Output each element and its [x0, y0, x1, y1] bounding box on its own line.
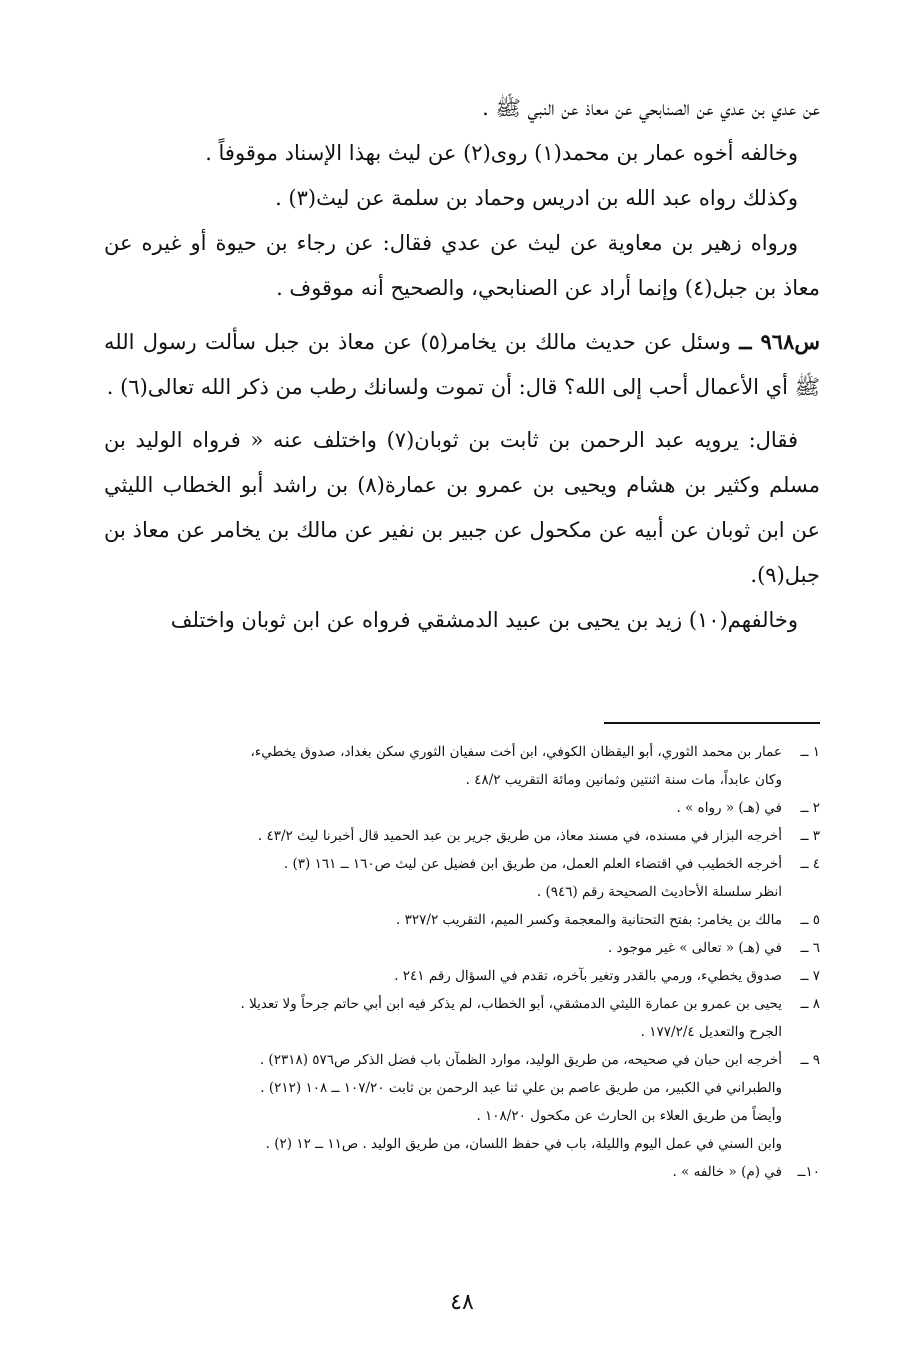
paragraph-text: وخالفه أخوه عمار بن محمد(١) روى(٢) عن ليث بهذا الإسناد موقوفاً .	[205, 141, 798, 165]
footnote-line: أخرجه البزار في مسنده، في مسند معاذ، من طريق جرير بن عبد الحميد قال أخبرنا ليث ٤٣/٢ .	[257, 828, 782, 844]
paragraph	[104, 418, 820, 598]
footnote-number: ٩ ــ	[800, 1052, 820, 1068]
footnote-line: في (م) « خالفه » .	[672, 1164, 782, 1180]
paragraph	[104, 86, 820, 131]
footnote-line: مالك بن يخامر: بفتح التحتانية والمعجمة وكسر الميم، التقريب ٣٢٧/٢ .	[396, 912, 782, 928]
footnote	[104, 1158, 820, 1186]
footnote	[104, 738, 820, 794]
footnote-line: في (هـ) « تعالى » غير موجود .	[607, 940, 782, 956]
footnote-line: وكان عابداً، مات سنة اثنتين وثمانين ومائة التقريب ٤٨/٢ .	[465, 772, 782, 788]
footnote	[104, 990, 820, 1046]
footnote-number: ٥ ــ	[800, 912, 820, 928]
footnote-number: ٨ ــ	[800, 996, 820, 1012]
footnote	[104, 906, 820, 934]
footnote-line: أخرجه الخطيب في اقتضاء العلم العمل، من طريق ابن فضيل عن ليث ص١٦٠ ــ ١٦١ (٣) .	[283, 856, 782, 872]
footnote-number: ٦ ــ	[800, 940, 820, 956]
footnote-line: يحيى بن عمرو بن عمارة الليثي الدمشقي، أبو الخطاب، لم يذكر فيه ابن أبي حاتم جرحاً ولا تعديلا .	[240, 996, 782, 1012]
question-number: س٩٦٨ ــ	[739, 329, 820, 354]
footnote-line: وأيضاً من طريق العلاء بن الحارث عن مكحول ١٠٨/٢٠ .	[476, 1108, 782, 1124]
paragraph	[104, 176, 820, 221]
footnote-line: في (هـ) « رواه » .	[676, 800, 782, 816]
footnote-line: صدوق يخطيء، ورمي بالقدر وتغير بآخره، تقدم في السؤال رقم ٢٤١ .	[394, 968, 782, 984]
paragraph	[104, 221, 820, 311]
paragraph-text: وسئل عن حديث مالك بن يخامر(٥) عن معاذ بن جبل سألت رسول الله ﷺ أي الأعمال أحب إلى الله؟ قال: أن تموت ولسانك رطب من ذكر الله تعالى(٦) .	[104, 330, 820, 399]
footnote	[104, 822, 820, 850]
footnote-number: ٧ ــ	[800, 968, 820, 984]
footnote	[104, 962, 820, 990]
footnote-number: ٤ ــ	[800, 856, 820, 872]
footnote	[104, 1046, 820, 1158]
footnote	[104, 934, 820, 962]
page-number: ٤٨	[450, 1290, 474, 1315]
footnote-number: ١٠ــ	[797, 1164, 820, 1180]
footnote	[104, 850, 820, 906]
footnote-separator	[604, 722, 820, 724]
footnote-number: ١ ــ	[800, 744, 820, 760]
footnote-line: عمار بن محمد الثوري، أبو اليقظان الكوفي، ابن أخت سفيان الثوري سكن بغداد، صدوق يخطيء،	[250, 744, 782, 760]
paragraph-text: وكذلك رواه عبد الله بن ادريس وحماد بن سلمة عن ليث(٣) .	[275, 186, 798, 210]
footnote-line: والطبراني في الكبير، من طريق عاصم بن علي ثنا عبد الرحمن بن ثابت ١٠٧/٢٠ ــ ١٠٨ (٢١٢) .	[260, 1080, 782, 1096]
question-paragraph	[104, 319, 820, 410]
paragraph-text: ورواه زهير بن معاوية عن ليث عن عدي فقال: عن رجاء بن حيوة أو غيره عن معاذ بن جبل(٤) وإنما أراد عن الصنابحي، والصحيح أنه موقوف .	[104, 231, 820, 300]
footnote-line: أخرجه ابن حبان في صحيحه، من طريق الوليد، موارد الظمآن باب فضل الذكر ص٥٧٦ (٢٣١٨) .	[259, 1052, 782, 1068]
footnote-number: ٣ ــ	[800, 828, 820, 844]
footnote	[104, 794, 820, 822]
footnote-number: ٢ ــ	[800, 800, 820, 816]
paragraph-text: وخالفهم(١٠) زيد بن يحيى بن عبيد الدمشقي فرواه عن ابن ثوبان واختلف	[170, 608, 798, 632]
paragraph	[104, 598, 820, 643]
footnote-line: الجرح والتعديل ١٧٧/٢/٤ .	[640, 1024, 782, 1040]
paragraph-text: عن عدي بن عدي عن الصنابحي عن معاذ عن النبي ﷺ .	[482, 96, 820, 120]
footnote-line: وابن السني في عمل اليوم والليلة، باب في حفظ اللسان، من طريق الوليد . ص١١ ــ ١٢ (٢) .	[265, 1136, 782, 1152]
paragraph-text: فقال: يرويه عبد الرحمن بن ثابت بن ثوبان(٧) واختلف عنه « فرواه الوليد بن مسلم وكثير بن هشام ويحيى بن عمرو بن عمارة(٨) بن راشد أبو الخطاب الليثي عن ابن ثوبان عن أبيه عن مكحول عن جبير بن نفير عن مالك بن يخامر عن معاذ بن جبل(٩).	[104, 428, 820, 587]
main-text	[104, 86, 820, 643]
footnote-line: انظر سلسلة الأحاديث الصحيحة رقم (٩٤٦) .	[536, 884, 782, 900]
footnotes	[104, 738, 820, 1186]
paragraph	[104, 131, 820, 176]
